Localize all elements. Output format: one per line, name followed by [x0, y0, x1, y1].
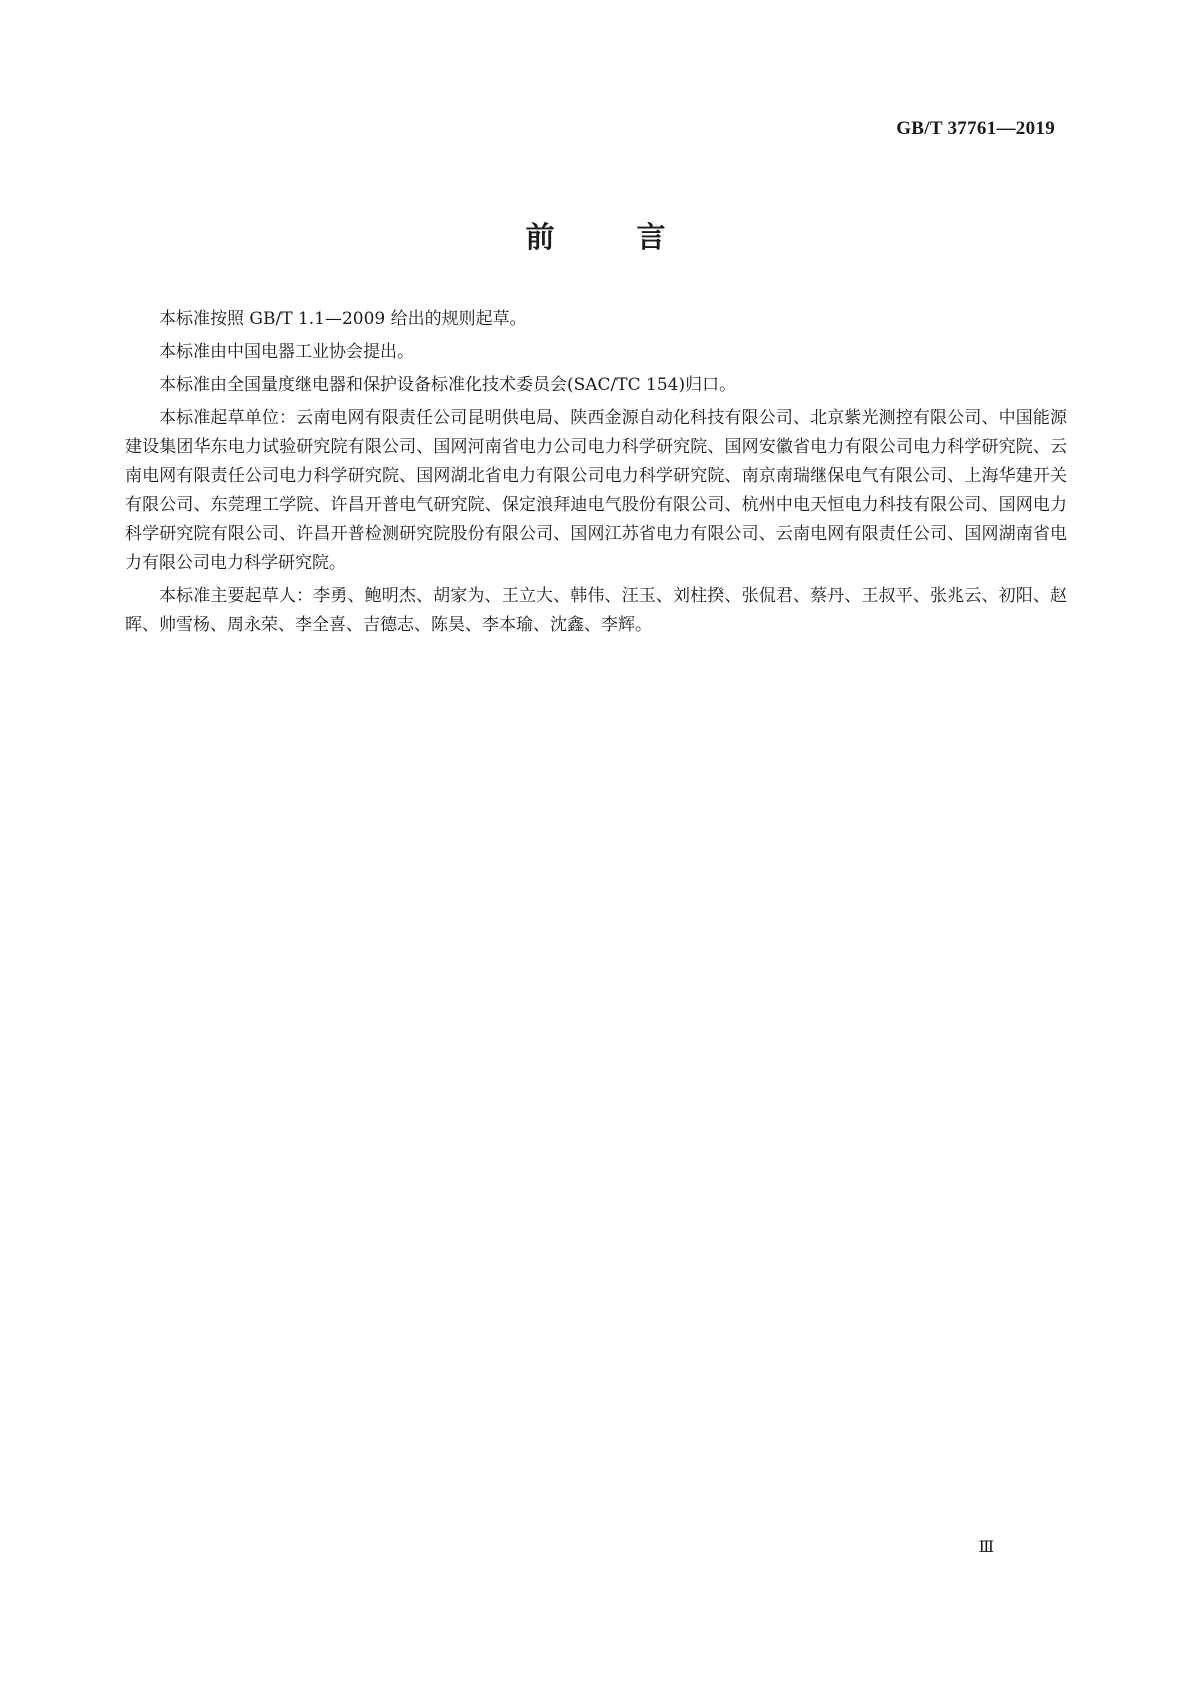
paragraph-drafting-units: 本标准起草单位：云南电网有限责任公司昆明供电局、陕西金源自动化科技有限公司、北京紫光测控有限公司、中国能源建设集团华东电力试验研究院有限公司、国网河南省电力公司电力科学研究院、国网安徽省电力有限公司电力科学研究院、云南电网有限责任公司电力科学研究院、国网湖北省电力有限公司电力科学研究院、南京南瑞继保电气有限公司、上海华建开关有限公司、东莞理工学院、许昌开普电气研究院、保定浪拜迪电气股份有限公司、杭州中电天恒电力科技有限公司、国网电力科学研究院有限公司、许昌开普检测研究院股份有限公司、国网江苏省电力有限公司、云南电网有限责任公司、国网湖南省电力有限公司电力科学研究院。: [125, 408, 1067, 573]
page-number: Ⅲ: [978, 1539, 994, 1556]
page-title: 前 言: [525, 220, 702, 254]
paragraph-drafters: 本标准主要起草人：李勇、鲍明杰、胡家为、王立大、韩伟、汪玉、刘柱揆、张侃君、蔡丹、王叔平、张兆云、初阳、赵晖、帅雪杨、周永荣、李全喜、吉德志、陈昊、李本瑜、沈鑫、李辉。: [125, 586, 1067, 635]
foreword-body: [125, 305, 1067, 644]
paragraph-drafting-rules: 本标准按照 GB/T 1.1—2009 给出的规则起草。: [159, 309, 527, 329]
standard-code: GB/T 37761—2019: [896, 118, 1055, 139]
paragraph-proposer: 本标准由中国电器工业协会提出。: [159, 342, 414, 362]
paragraph-committee: 本标准由全国量度继电器和保护设备标准化技术委员会(SAC/TC 154)归口。: [159, 375, 737, 395]
